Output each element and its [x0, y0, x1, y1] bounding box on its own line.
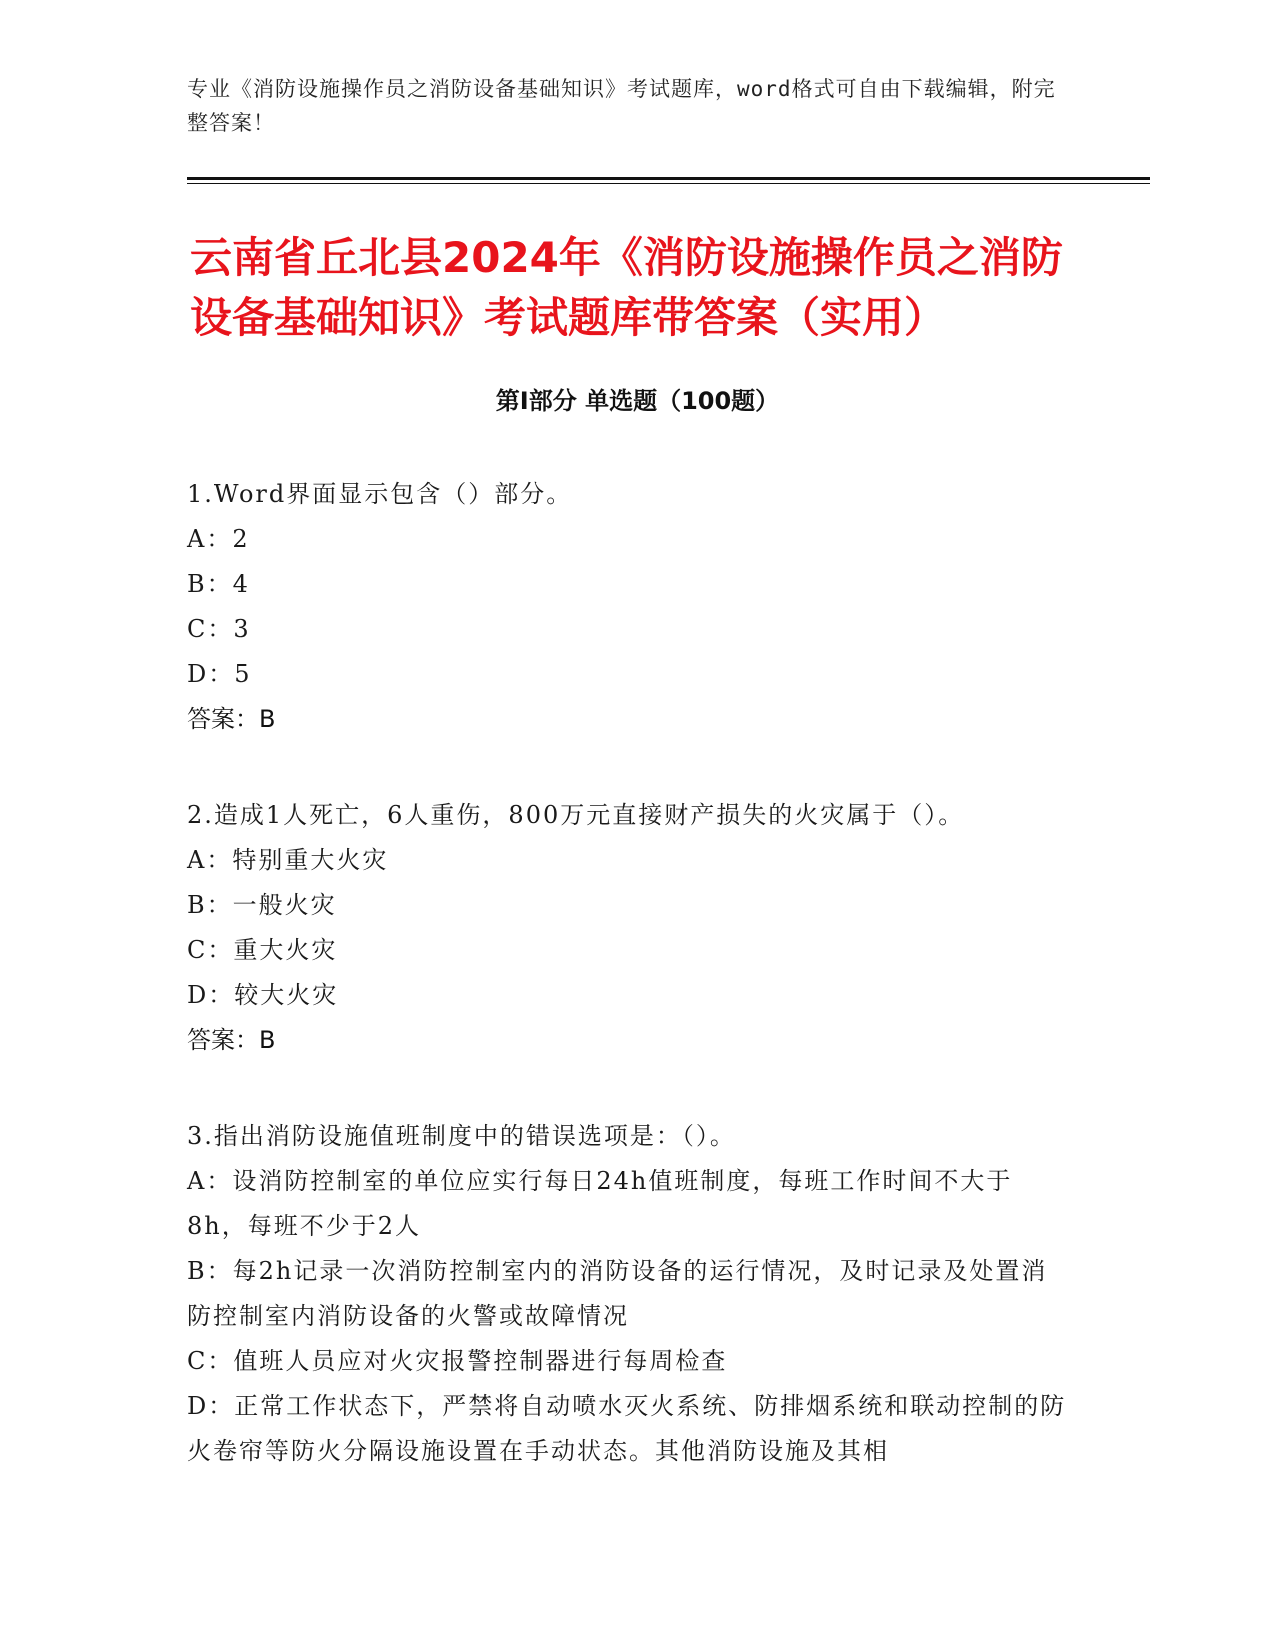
option-c: C：3: [187, 615, 251, 643]
option-a: A：特别重大火灾: [187, 846, 389, 874]
question-stem: 1.Word界面显示包含（）部分。: [187, 480, 573, 508]
option-b: B：每2h记录一次消防控制室内的消防设备的运行情况，及时记录及处置消防控制室内消防设备的火警或故障情况: [187, 1257, 1048, 1330]
option-c: C：值班人员应对火灾报警控制器进行每周检查: [187, 1347, 728, 1375]
option-d: D：较大火灾: [187, 981, 339, 1009]
option-c: C：重大火灾: [187, 936, 338, 964]
question-3: [187, 1114, 1067, 1474]
question-1: [187, 472, 1067, 742]
option-b: B：一般火灾: [187, 891, 337, 919]
question-stem: 2.造成1人死亡，6人重伤，800万元直接财产损失的火灾属于（）。: [187, 801, 965, 829]
section-title: 第I部分 单选题（100题）: [495, 387, 780, 415]
option-a: A：2: [187, 525, 250, 553]
answer: 答案：B: [187, 705, 276, 733]
header-divider-thin: [187, 183, 1150, 184]
option-b: B：4: [187, 570, 250, 598]
option-d: D：5: [187, 660, 252, 688]
document-title: 云南省丘北县2024年《消防设施操作员之消防设备基础知识》考试题库带答案（实用）: [190, 233, 1063, 342]
question-2: [187, 793, 1067, 1063]
header-divider-thick: [187, 177, 1150, 180]
option-a: A：设消防控制室的单位应实行每日24h值班制度，每班工作时间不大于8h，每班不少于2人: [187, 1167, 1013, 1240]
header-note: 专业《消防设施操作员之消防设备基础知识》考试题库，word格式可自由下载编辑，附完整答案！: [187, 77, 1056, 135]
option-d: D：正常工作状态下，严禁将自动喷水灭火系统、防排烟系统和联动控制的防火卷帘等防火分隔设施设置在手动状态。其他消防设施及其相: [187, 1392, 1067, 1465]
question-list: [187, 472, 1067, 1525]
answer: 答案：B: [187, 1026, 276, 1054]
question-stem: 3.指出消防设施值班制度中的错误选项是：（）。: [187, 1122, 736, 1150]
